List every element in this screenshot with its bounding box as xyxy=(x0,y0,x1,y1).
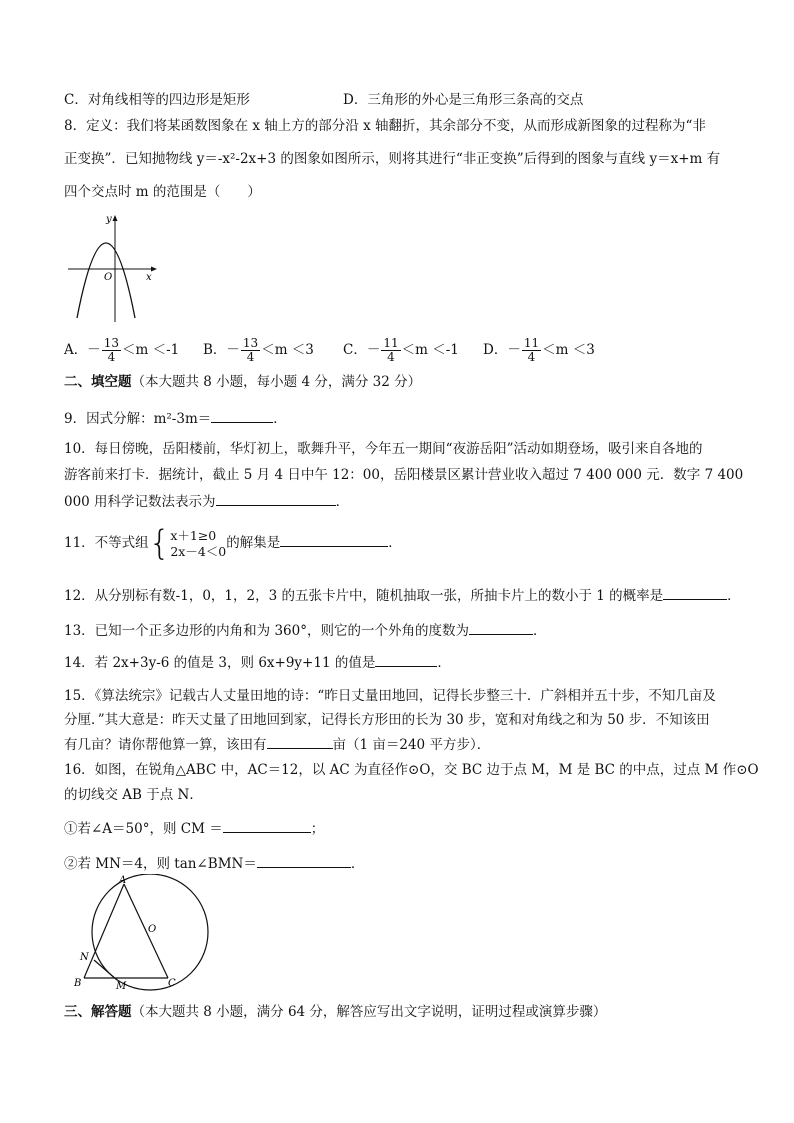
q11-answer-blank[interactable] xyxy=(280,532,388,547)
q16-part-1: ①若∠A＝50°，则 CM ＝ ； xyxy=(64,818,324,839)
q16-part-2-blank[interactable] xyxy=(257,853,351,868)
section-2-note: （本大题共 8 小题，每小题 4 分，满分 32 分） xyxy=(131,374,422,390)
q11-inequality-1: x＋1≥0 xyxy=(170,527,217,543)
q11-inequality-2: 2x－4＜0 xyxy=(170,543,227,559)
graph-x-label: x xyxy=(146,272,152,283)
q15-line-2: 分厘．”其大意是：昨天丈量了田地回到家，记得长方形田的长为 30 步，宽和对角线之和为 50 步．不知该田 xyxy=(64,712,710,728)
q10-line-3: 000 用科学记数法表示为 ． xyxy=(64,491,349,512)
q16-part-2: ②若 MN＝4，则 tan∠BMN＝ ． xyxy=(64,853,364,874)
q12-answer-blank[interactable] xyxy=(663,585,727,600)
q14: 14．若 2x+3y-6 的值是 3，则 6x+9y+11 的值是 ． xyxy=(64,652,451,673)
q13-answer-blank[interactable] xyxy=(469,620,533,635)
q8-option-a: A．－ $\frac{13}{4}$ ＜m ＜-1 xyxy=(64,336,180,364)
q8-line-1: 8．定义：我们将某函数图象在 x 轴上方的部分沿 x 轴翻折，其余部分不变，从而形成新图象的过程称为“非 xyxy=(64,118,706,134)
section-3-heading xyxy=(64,1002,606,1022)
q15-answer-blank[interactable] xyxy=(267,734,333,749)
q16-line-1: 16．如图，在锐角△ABC 中，AC＝12，以 AC 为直径作⊙O，交 BC 边于点 M，M 是 BC 的中点，过点 M 作⊙O xyxy=(64,762,759,778)
q8-option-d: D．－ $\frac{11}{4}$ ＜m ＜3 xyxy=(483,336,595,364)
q8-line-2: 正变换”．已知抛物线 y＝-x²-2x+3 的图象如图所示，则将其进行“非正变换”后得到的图象与直线 y＝x+m 有 xyxy=(64,151,721,167)
q8-options xyxy=(64,337,744,367)
q9: 9．因式分解：m²-3m＝ ． xyxy=(64,408,287,429)
q8-option-c: C．－ $\frac{11}{4}$ ＜m ＜-1 xyxy=(343,336,459,364)
q13: 13．已知一个正多边形的内角和为 360°，则它的一个外角的度数为 ． xyxy=(64,620,547,641)
q10-line-1: 10．每日傍晚，岳阳楼前，华灯初上，歌舞升平，今年五一期间“夜游岳阳”活动如期登场，吸引来自各地的 xyxy=(64,441,703,457)
q10-line-2: 游客前来打卡．据统计，截止 5 月 4 日中午 12：00，岳阳楼景区累计营业收入超过 7 400 000 元．数字 7 400 xyxy=(64,467,744,483)
q15-line-1: 15．《算法统宗》记载古人丈量田地的诗：“昨日丈量田地回，记得长步整三十．广斜相并五十步，不知几亩及 xyxy=(64,688,716,704)
q16-part-1-blank[interactable] xyxy=(223,818,311,833)
fig-label-m: M xyxy=(116,981,127,992)
section-3-title: 三、解答题 xyxy=(64,1004,132,1020)
graph-y-label: y xyxy=(106,214,112,225)
fig-label-o: O xyxy=(148,924,157,935)
fig-label-b: B xyxy=(74,978,82,989)
q7-option-d: D．三角形的外心是三角形三条高的交点 xyxy=(343,92,584,108)
q15-line-3: 有几亩？请你帮他算一算，该田有 亩（1 亩＝240 平方步）． xyxy=(64,734,490,755)
system-brace: { xyxy=(148,523,171,564)
q8-option-b: B．－ $\frac{13}{4}$ ＜m ＜3 xyxy=(203,336,314,364)
q12: 12．从分别标有数-1，0，1，2，3 的五张卡片中，随机抽取一张，所抽卡片上的数小于 1 的概率是 ． xyxy=(64,585,741,606)
circle-triangle-figure xyxy=(62,874,222,1000)
q14-answer-blank[interactable] xyxy=(375,652,437,667)
q8-line-3: 四个交点时 m 的范围是（ ） xyxy=(64,184,261,200)
section-3-note: （本大题共 8 小题，满分 64 分，解答应写出文字说明，证明过程或演算步骤） xyxy=(131,1004,607,1020)
section-2-heading xyxy=(64,372,421,392)
q10-answer-blank[interactable] xyxy=(216,491,336,506)
q7-option-c: C．对角线相等的四边形是矩形 xyxy=(64,92,250,108)
fig-label-a: A xyxy=(119,875,127,886)
graph-origin-label: O xyxy=(104,272,113,283)
q16-line-2: 的切线交 AB 于点 N． xyxy=(64,787,203,803)
q11: 11．不等式组{ x＋1≥0 2x－4＜0 的解集是 ． xyxy=(64,523,402,564)
fig-label-c: C xyxy=(168,978,176,989)
fig-label-n: N xyxy=(80,952,89,963)
q9-answer-blank[interactable] xyxy=(211,408,273,423)
parabola-graph xyxy=(62,212,162,324)
section-2-title: 二、填空题 xyxy=(64,374,132,390)
